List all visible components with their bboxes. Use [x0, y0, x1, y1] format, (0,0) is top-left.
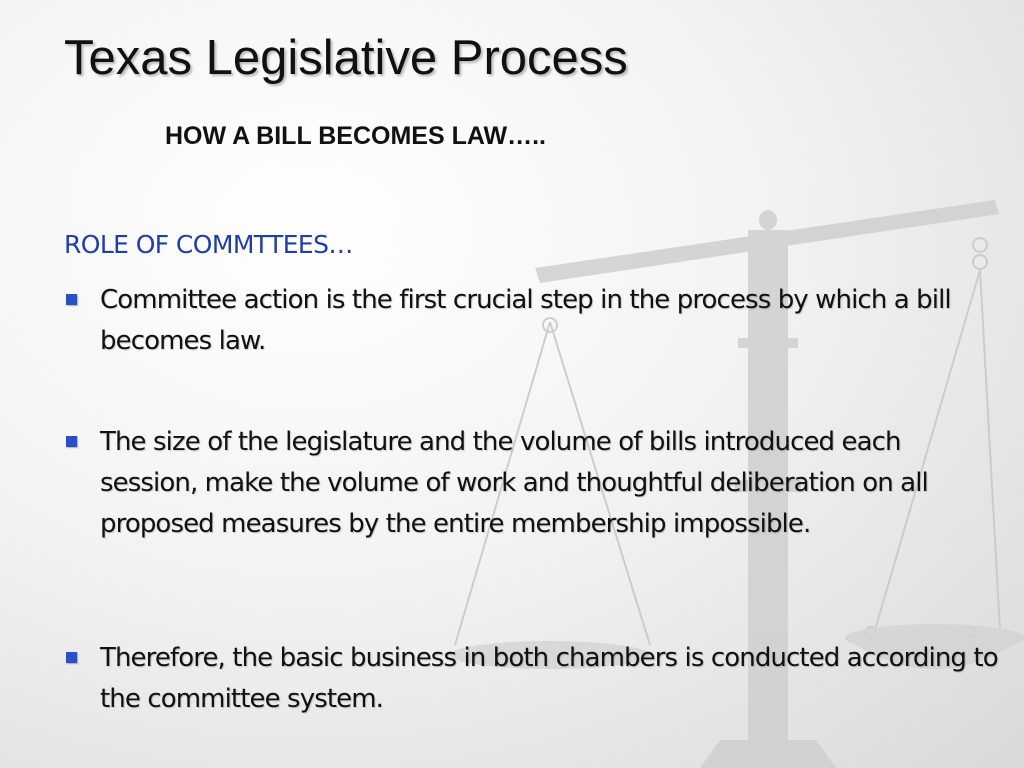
section-heading: ROLE OF COMMTTEES… [64, 230, 353, 259]
bullet-text: The size of the legislature and the volume of bills introduced each session, make the volume of work and thoughtful deliberation on all proposed measures by the entire membership impossible. [100, 427, 928, 539]
bullet-text: Therefore, the basic business in both chambers is conducted according to the committee system. [100, 643, 998, 714]
slide-title: Texas Legislative Process [64, 31, 628, 85]
bullet-text: Committee action is the first crucial step in the process by which a bill becomes law. [100, 285, 951, 356]
slide-subtitle: HOW A BILL BECOMES LAW….. [165, 122, 547, 150]
square-bullet-icon [66, 294, 77, 305]
square-bullet-icon [66, 652, 77, 663]
bullet-list [64, 280, 998, 714]
square-bullet-icon [66, 436, 77, 447]
bullet-item [64, 422, 1000, 545]
bullet-item [64, 638, 1000, 720]
bullet-item [64, 280, 964, 362]
